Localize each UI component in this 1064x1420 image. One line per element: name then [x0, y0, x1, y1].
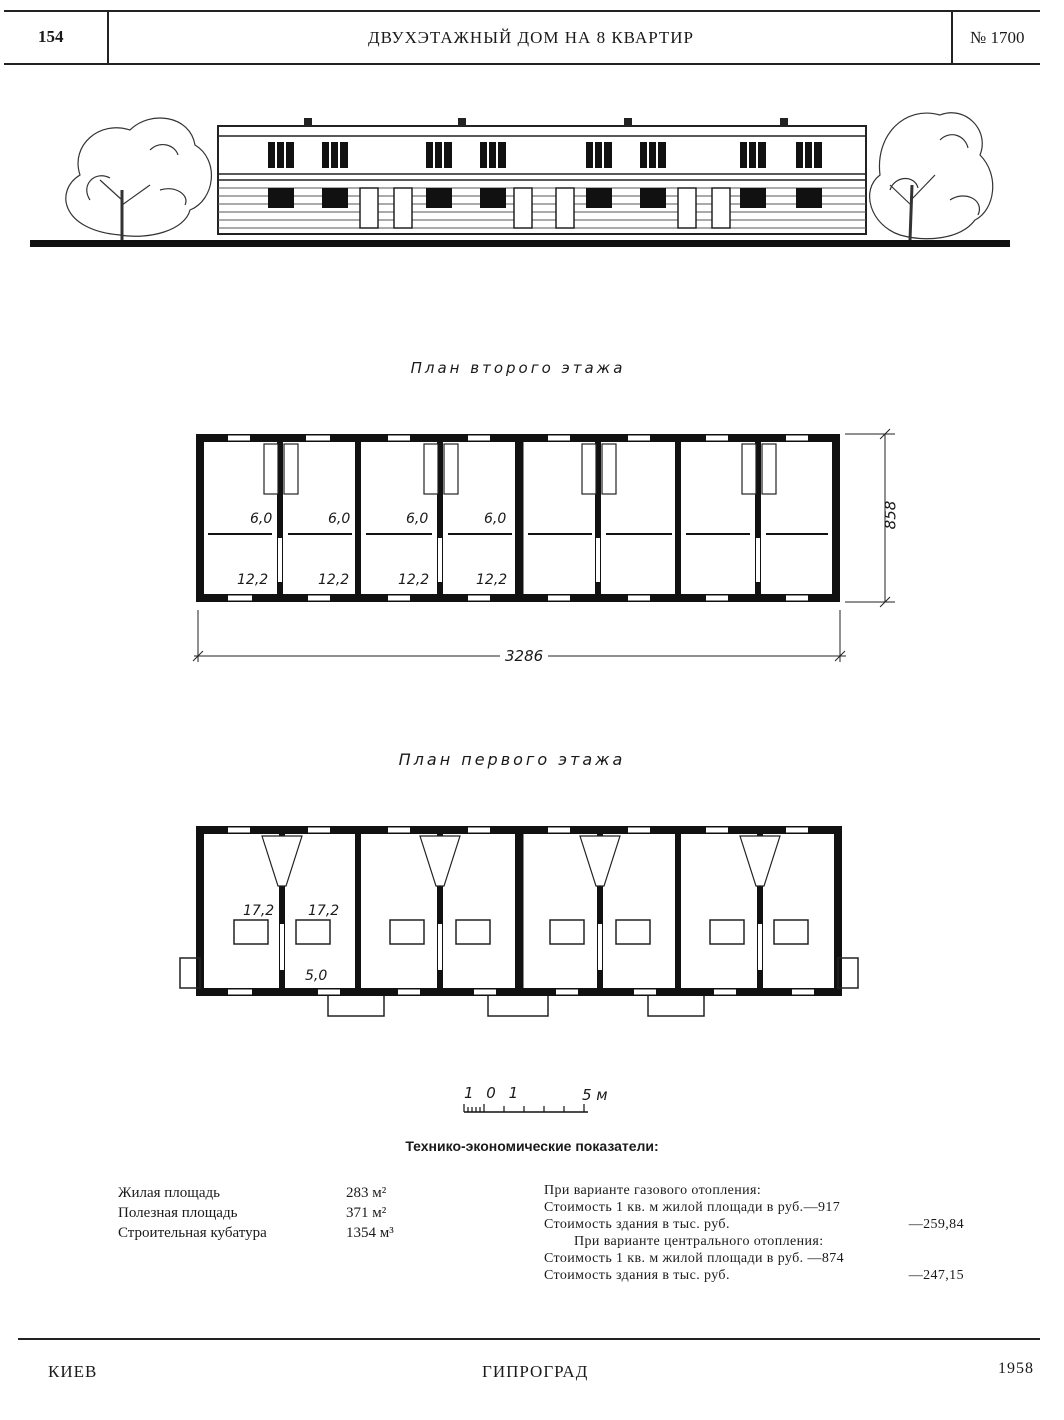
indicator-label: Жилая площадь: [118, 1185, 220, 1201]
indicator-label: Полезная площадь: [118, 1205, 238, 1221]
central-building-cost-value: —247,15: [908, 1268, 964, 1283]
ground-line: [30, 240, 1010, 247]
indicators-title: Технико-экономические показатели:: [405, 1138, 659, 1154]
area-label: 12,2: [476, 572, 508, 588]
scale-bar: [460, 1100, 600, 1116]
indicator-row: [118, 1183, 418, 1203]
indicator-row: [118, 1223, 418, 1243]
indicator-value: 283 м²: [346, 1185, 387, 1201]
second-floor-plan: [0, 420, 1064, 670]
area-label: 6,0: [328, 511, 351, 527]
indicator-row: [118, 1203, 418, 1223]
area-label: 6,0: [250, 511, 273, 527]
tree-left-illustration: [66, 118, 212, 240]
area-label: 5,0: [305, 968, 328, 984]
building-outline: [218, 118, 866, 234]
first-floor-caption: План первого этажа: [398, 750, 626, 769]
indicator-value: 1354 м³: [346, 1225, 394, 1241]
footer-year: 1958: [998, 1360, 1034, 1377]
footer-rule: [0, 1336, 1064, 1342]
footer-city: КИЕВ: [48, 1362, 98, 1381]
gas-cost-per-m2: Стоимость 1 кв. м жилой площади в руб.—917: [544, 1200, 841, 1215]
dimension-width-label: 3286: [505, 647, 544, 665]
area-label: 12,2: [398, 572, 430, 588]
scale-right-label: 5 м: [582, 1086, 608, 1104]
indicator-label: Строительная кубатура: [118, 1225, 267, 1241]
heating-cost-block: [544, 1182, 964, 1284]
area-label: 6,0: [406, 511, 429, 527]
scale-left-label: 1 0 1: [464, 1084, 523, 1102]
central-building-cost-row: [544, 1267, 964, 1284]
area-label: 6,0: [484, 511, 507, 527]
dimension-depth-label: 858: [881, 500, 900, 530]
area-label: 12,2: [318, 572, 350, 588]
gas-building-cost-row: [544, 1216, 964, 1233]
area-label: 12,2: [237, 572, 269, 588]
gas-heading: При варианте газового отопления:: [544, 1183, 762, 1198]
indicator-value: 371 м²: [346, 1205, 387, 1221]
page-number: 154: [38, 27, 64, 46]
tree-right-illustration: [870, 113, 993, 240]
second-floor-caption: План второго этажа: [410, 359, 626, 377]
area-label: 17,2: [308, 903, 340, 919]
gas-building-cost-value: —259,84: [908, 1217, 964, 1232]
central-building-cost-label: Стоимость здания в тыс. руб.: [544, 1268, 730, 1283]
footer-organization: ГИПРОГРАД: [482, 1362, 589, 1381]
central-cost-per-m2: Стоимость 1 кв. м жилой площади в руб. —874: [544, 1251, 845, 1266]
indicator-table: [118, 1183, 418, 1243]
central-heading: При варианте центрального отопления:: [574, 1234, 824, 1249]
gas-building-cost-label: Стоимость здания в тыс. руб.: [544, 1217, 730, 1232]
area-label: 17,2: [243, 903, 275, 919]
page-title: ДВУХЭТАЖНЫЙ ДОМ НА 8 КВАРТИР: [368, 28, 694, 47]
first-floor-plan: [0, 820, 1064, 1020]
project-number: № 1700: [970, 28, 1025, 47]
facade-elevation: [0, 90, 1064, 260]
